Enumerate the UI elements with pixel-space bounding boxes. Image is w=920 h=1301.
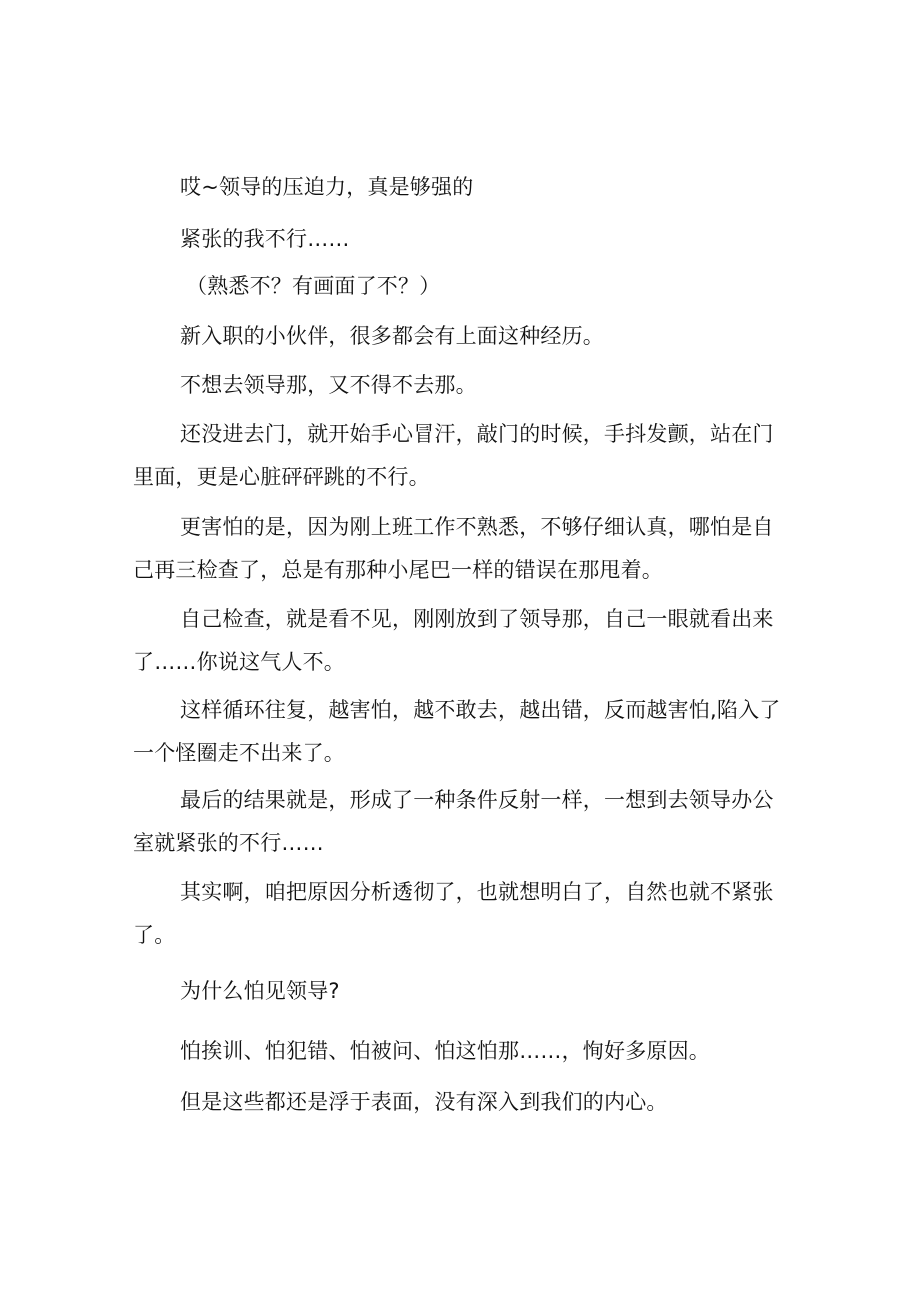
paragraph-7: 更害怕的是，因为刚上班工作不熟悉，不够仔细认真，哪怕是自己再三检查了，总是有那种小尾巴一样的错误在那甩着。: [133, 515, 774, 582]
paragraph-5: 不想去领导那，又不得不去那。: [180, 373, 477, 397]
paragraph-2: 紧张的我不行……: [180, 227, 350, 251]
paragraph-10: 最后的结果就是，形成了一种条件反射一样，一想到去领导办公室就紧张的不行……: [133, 788, 774, 855]
paragraph-12: 为什么怕见领导?: [180, 979, 340, 1003]
paragraph-4: 新入职的小伙伴，很多都会有上面这种经历。: [180, 324, 604, 348]
paragraph-8: 自己检查，就是看不见，刚刚放到了领导那，自己一眼就看出来了……你说这气人不。: [133, 607, 774, 674]
paragraph-9: 这样循环往复，越害怕，越不敢去，越出错，反而越害怕,陷入了一个怪圈走不出来了。: [133, 698, 781, 765]
paragraph-1: 哎~领导的压迫力，真是够强的: [180, 175, 474, 199]
paragraph-13: 怕挨训、怕犯错、怕被问、怕这怕那……，恂好多原因。: [180, 1039, 710, 1063]
paragraph-11: 其实啊，咱把原因分析透彻了，也就想明白了，自然也就不紧张了。: [133, 880, 774, 947]
paragraph-3: （熟悉不？有画面了不？）: [186, 274, 441, 298]
paragraph-14: 但是这些都还是浮于表面，没有深入到我们的内心。: [180, 1090, 668, 1114]
paragraph-6: 还没进去门，就开始手心冒汗，敲门的时候，手抖发颤，站在门里面，更是心脏砰砰跳的不行。: [133, 422, 774, 489]
